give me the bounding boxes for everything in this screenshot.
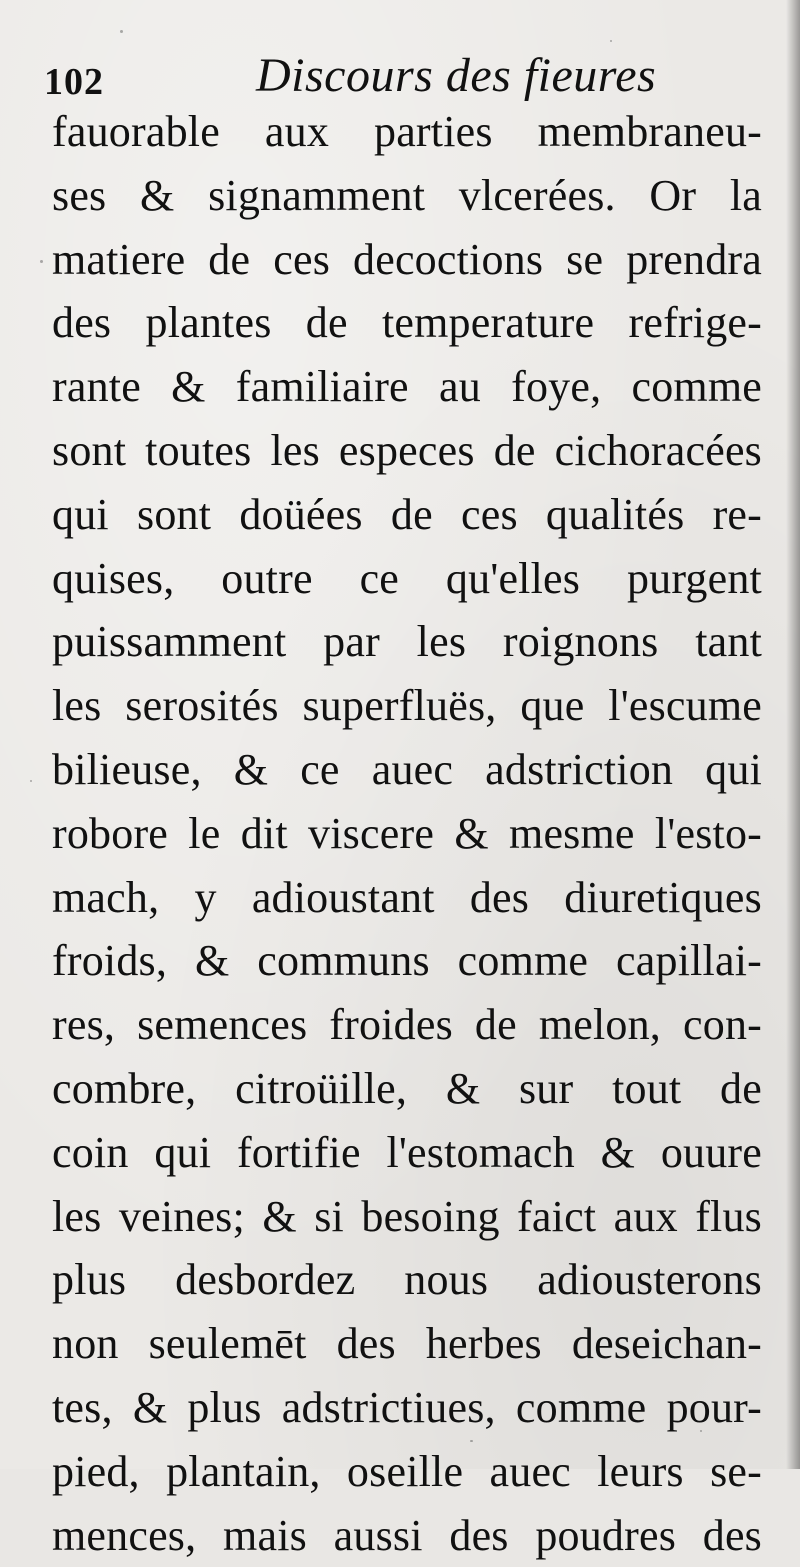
text-line: puissamment par les roignons tant (52, 617, 762, 667)
text-line: rante & familiaire au foye, comme (52, 362, 762, 412)
text-line: des plantes de temperature refrige- (52, 298, 762, 348)
page-edge-shadow (786, 0, 800, 1469)
text-line: res, semences froides de melon, con- (52, 1000, 762, 1050)
paper-speck (40, 260, 43, 263)
text-line: les serosités superfluës, que l'escume (52, 681, 762, 731)
text-line: sont toutes les especes de cichoracées (52, 425, 762, 475)
text-line: robore le dit viscere & mesme l'esto- (52, 808, 762, 858)
text-line: quises, outre ce qu'elles purgent (52, 553, 762, 603)
paper-speck (700, 1430, 702, 1432)
text-line: plus desbordez nous adiousterons (52, 1255, 762, 1305)
paper-speck (120, 30, 123, 33)
text-line: les veines; & si besoing faict aux flus (52, 1191, 762, 1241)
text-line: pied, plantain, oseille auec leurs se- (52, 1446, 762, 1496)
paper-speck (470, 1440, 473, 1442)
text-line: qui sont doüées de ces qualités re- (52, 489, 762, 539)
paper-speck (610, 40, 612, 42)
text-line: fauorable aux parties membraneu- (52, 107, 762, 156)
paper-speck (30, 780, 32, 782)
text-line: combre, citroüille, & sur tout de (52, 1063, 762, 1113)
text-line: mences, mais aussi des poudres des (52, 1510, 762, 1560)
text-line: matiere de ces decoctions se prendra (52, 234, 762, 284)
text-line: tes, & plus adstrictiues, comme pour- (52, 1382, 762, 1432)
text-line: ses & signamment vlcerées. Or la (52, 170, 762, 220)
text-line: coin qui fortifie l'estomach & ouure (52, 1127, 762, 1177)
text-line: non seulemēt des herbes deseichan- (52, 1319, 762, 1369)
text-line: froids, & communs comme capillai- (52, 936, 762, 986)
running-title: Discours des fieures (256, 49, 657, 102)
body-text (52, 100, 762, 1567)
page-header (44, 48, 764, 108)
text-line: bilieuse, & ce auec adstriction qui (52, 744, 762, 794)
text-line: mach, y adioustant des diuretiques (52, 872, 762, 922)
page-number: 102 (44, 61, 104, 103)
